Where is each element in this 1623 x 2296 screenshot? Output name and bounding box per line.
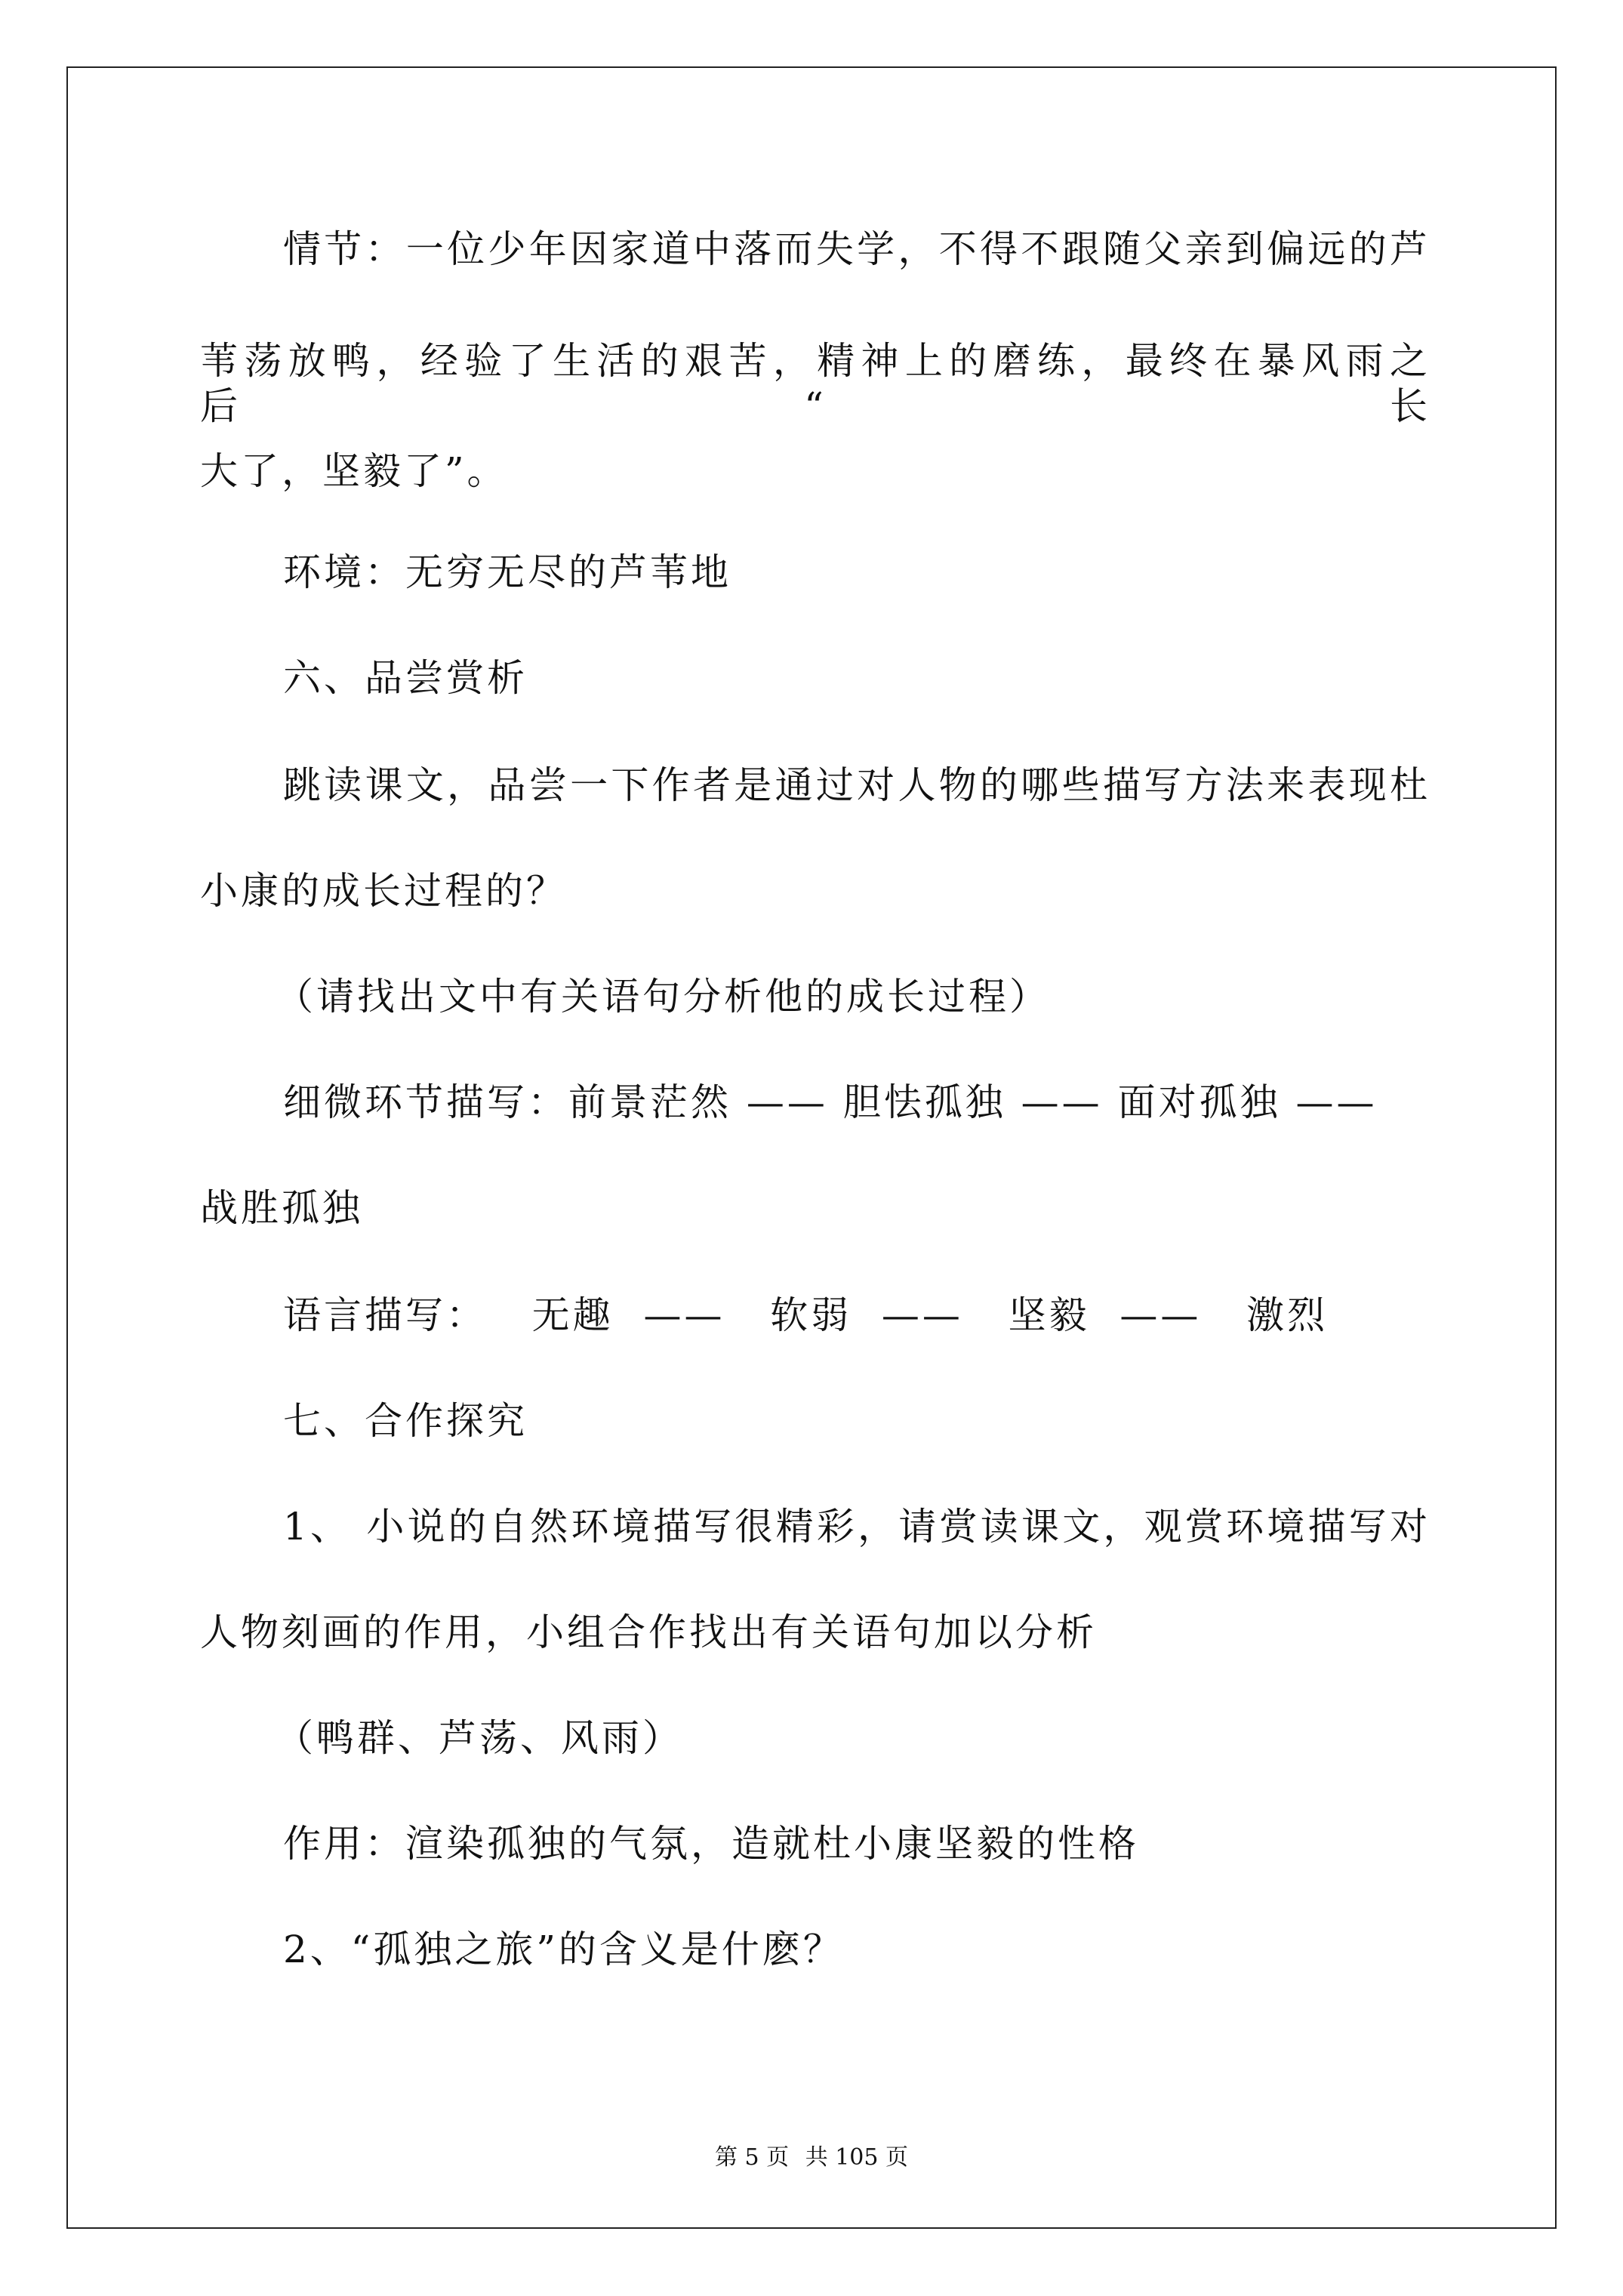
paragraph-line-3: 大了，坚毅了”。 xyxy=(200,449,508,493)
paragraph-line-15: （鸭群、芦荡、风雨） xyxy=(276,1716,683,1760)
section-heading-6: 六、品尝赏析 xyxy=(283,656,528,700)
paragraph-line-9: 细微环节描写：前景茫然 —— 胆怯孤独 —— 面对孤独 —— xyxy=(283,1080,1378,1124)
section-heading-7: 七、合作探究 xyxy=(283,1399,528,1443)
total-pages-label: 共 105 页 xyxy=(805,2144,909,2171)
paragraph-line-16: 作用：渲染孤独的气氛，造就杜小康坚毅的性格 xyxy=(283,1822,1139,1866)
paragraph-line-13: 1、 小说的自然环境描写很精彩，请赏读课文，观赏环境描写对 xyxy=(283,1505,1431,1549)
paragraph-line-7: 小康的成长过程的？ xyxy=(200,869,567,913)
page-number-label: 第 5 页 xyxy=(714,2144,790,2171)
paragraph-line-4: 环境：无穷无尽的芦苇地 xyxy=(283,550,731,594)
paragraph-line-1: 情节：一位少年因家道中落而失学，不得不跟随父亲到偏远的芦 xyxy=(283,227,1431,271)
paragraph-line-10: 战胜孤独 xyxy=(200,1186,363,1230)
paragraph-line-17: 2、“孤独之旅”的含义是什麽？ xyxy=(283,1928,844,1971)
paragraph-line-2: 苇荡放鸭，经验了生活的艰苦，精神上的磨练，最终在暴风雨之后“长 xyxy=(200,339,1431,428)
paragraph-line-11: 语言描写： 无趣 —— 软弱 —— 坚毅 —— 激烈 xyxy=(283,1293,1329,1337)
paragraph-line-6: 跳读课文，品尝一下作者是通过对人物的哪些描写方法来表现杜 xyxy=(283,763,1431,807)
paragraph-line-8: （请找出文中有关语句分析他的成长过程） xyxy=(276,975,1050,1019)
paragraph-line-14: 人物刻画的作用，小组合作找出有关语句加以分析 xyxy=(200,1610,1097,1654)
page-footer xyxy=(0,2143,1623,2173)
